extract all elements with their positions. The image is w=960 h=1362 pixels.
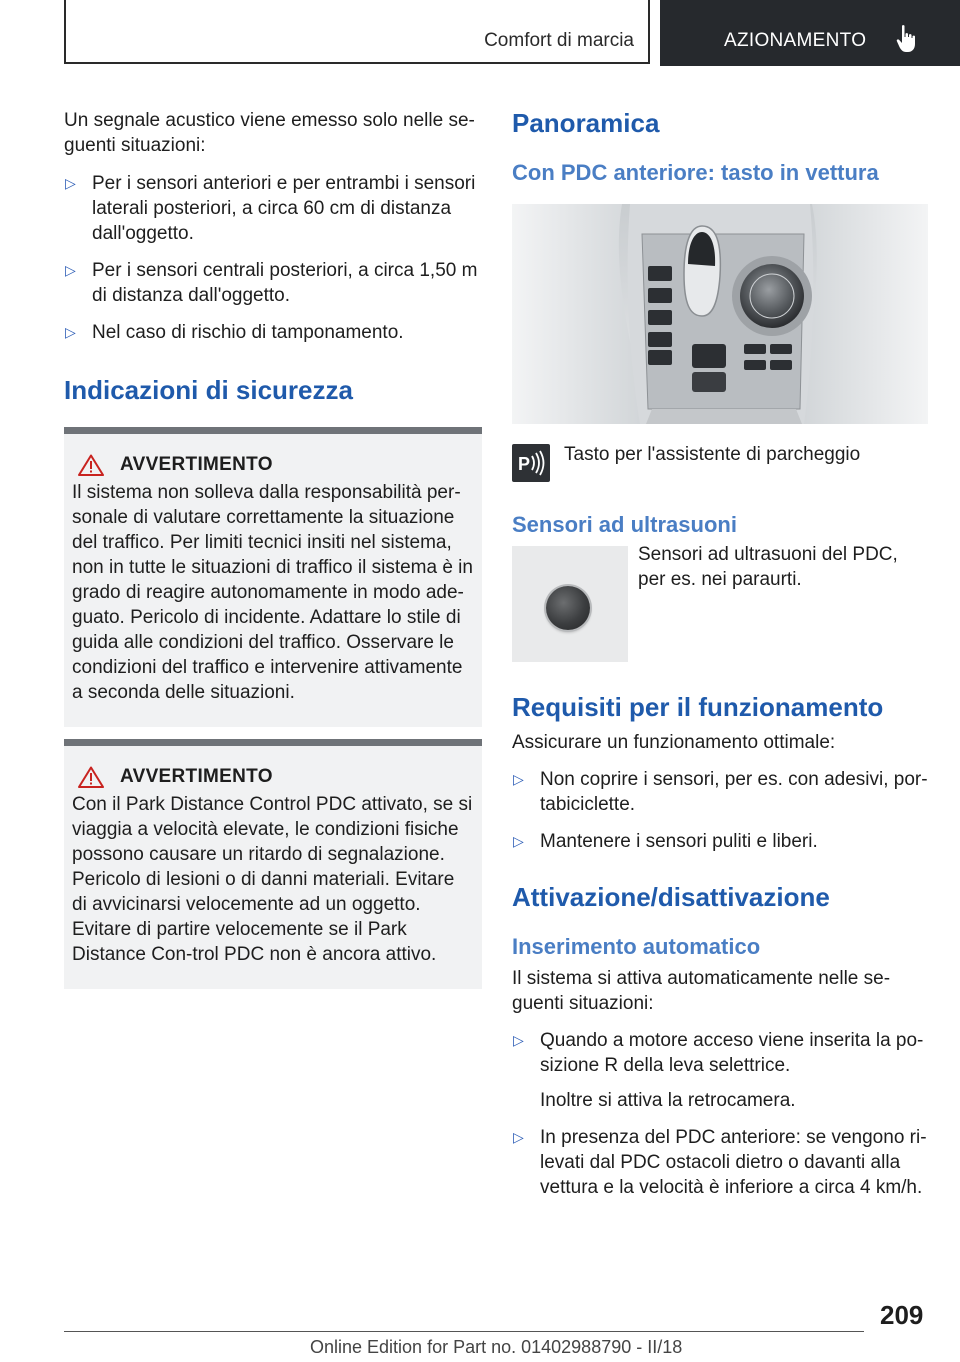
triangle-bullet-icon: ▷ xyxy=(513,771,524,787)
auto-activation-intro: Il sistema si attiva automaticamente nelle se-guenti situazioni: xyxy=(512,968,891,1014)
right-column xyxy=(512,108,928,1200)
triangle-bullet-icon: ▷ xyxy=(65,324,76,340)
activation-heading: Attivazione/disattivazione xyxy=(512,882,830,912)
warning-triangle-icon xyxy=(78,454,104,476)
svg-text:P: P xyxy=(518,454,531,474)
sensors-row xyxy=(512,546,928,662)
warning-box xyxy=(64,427,482,727)
left-column xyxy=(64,108,482,989)
header-section-tab xyxy=(64,0,650,64)
requirements-intro: Assicurare un funzionamento ottimale: xyxy=(512,732,836,753)
requirements-heading: Requisiti per il funzionamento xyxy=(512,692,884,722)
auto-activation-heading: Inserimento automatico xyxy=(512,934,761,959)
list-item: ▷ Quando a motore acceso viene inserita la po-sizione R della leva selettrice. Inoltre si attiva la retrocamera. xyxy=(512,1028,928,1113)
sensors-heading: Sensori ad ultrasuoni xyxy=(512,512,737,537)
triangle-bullet-icon: ▷ xyxy=(513,1032,524,1048)
warning-box xyxy=(64,739,482,989)
triangle-bullet-icon: ▷ xyxy=(513,833,524,849)
header-section-title: Comfort di marcia xyxy=(484,30,634,51)
list-item: ▷ In presenza del PDC anteriore: se vengono ri-levati dal PDC ostacoli dietro o davanti alla vettura e la velocità è inferiore a circa 4 km/h. xyxy=(513,1127,927,1198)
requirements-list xyxy=(512,767,928,854)
pdc-button-caption-row xyxy=(512,444,928,482)
center-console-illustration xyxy=(512,204,928,424)
center-console-photo xyxy=(512,204,928,424)
hand-pointer-icon xyxy=(896,24,922,54)
front-pdc-heading: Con PDC anteriore: tasto in vettura xyxy=(512,160,879,185)
warning-title: AVVERTIMENTO xyxy=(120,766,273,787)
page-number: 209 xyxy=(880,1300,924,1330)
parking-assistant-button-icon xyxy=(512,444,550,482)
overview-heading: Panoramica xyxy=(512,108,660,138)
header-chapter-tab xyxy=(660,0,960,66)
triangle-bullet-icon: ▷ xyxy=(513,1129,524,1145)
list-item: ▷ Nel caso di rischio di tamponamento. xyxy=(65,322,404,343)
list-item: ▷ Mantenere i sensori puliti e liberi. xyxy=(513,831,818,852)
ultrasonic-sensor-image xyxy=(512,546,628,662)
sensors-caption: Sensori ad ultrasuoni del PDC, per es. nei paraurti. xyxy=(638,544,898,590)
list-item: ▷ Per i sensori anteriori e per entrambi i sensori laterali posteriori, a circa 60 cm di distanza dall'oggetto. xyxy=(65,173,476,244)
footer-edition-text: Online Edition for Part no. 01402988790 - II/18 xyxy=(310,1337,683,1357)
triangle-bullet-icon: ▷ xyxy=(65,262,76,278)
intro-text: Un segnale acustico viene emesso solo nelle se-guenti situazioni: xyxy=(64,110,475,156)
warning-triangle-icon xyxy=(78,766,104,788)
ultrasonic-sensor-icon xyxy=(546,586,590,630)
safety-heading: Indicazioni di sicurezza xyxy=(64,375,353,405)
list-item: ▷ Per i sensori centrali posteriori, a circa 1,50 m di distanza dall'oggetto. xyxy=(65,260,478,306)
header-chapter-title: AZIONAMENTO xyxy=(724,30,867,51)
triangle-bullet-icon: ▷ xyxy=(65,175,76,191)
pdc-button-caption: Tasto per l'assistente di parcheggio xyxy=(564,444,861,465)
warning-title-row xyxy=(72,766,474,788)
signal-situations-list xyxy=(64,171,482,345)
list-item-note: Inoltre si attiva la retrocamera. xyxy=(540,1090,796,1111)
list-item: ▷ Non coprire i sensori, per es. con adesivi, por-tabiciclette. xyxy=(513,769,928,815)
footer-divider xyxy=(64,1331,864,1332)
warning-text: Con il Park Distance Control PDC attivato, se si viaggia a velocità elevate, le condizioni fisiche possono causare un ritardo di segnalazione. Pericolo di lesioni o di danni materiali. Evitare di avvicinarsi velocemente ad un oggetto. Evitare di partire velocemente se il Park Distance Con-trol PDC non è ancora attivo. xyxy=(72,794,473,965)
warning-title-row xyxy=(72,454,474,476)
warning-title: AVVERTIMENTO xyxy=(120,454,273,475)
auto-activation-list xyxy=(512,1028,928,1200)
warning-text: Il sistema non solleva dalla responsabilità per-sonale di valutare correttamente la situazione del traffico. Per limiti tecnici insiti nel sistema, non in tutte le situazioni di traffico il sistema è in grado di reagire autonomamente in modo ade-guato. Pericolo di incidente. Adattare lo stile di guida alle condizioni del traffico. Osservare le condizioni del traffico e intervenire attivamente a seconda delle situazioni. xyxy=(72,482,473,703)
